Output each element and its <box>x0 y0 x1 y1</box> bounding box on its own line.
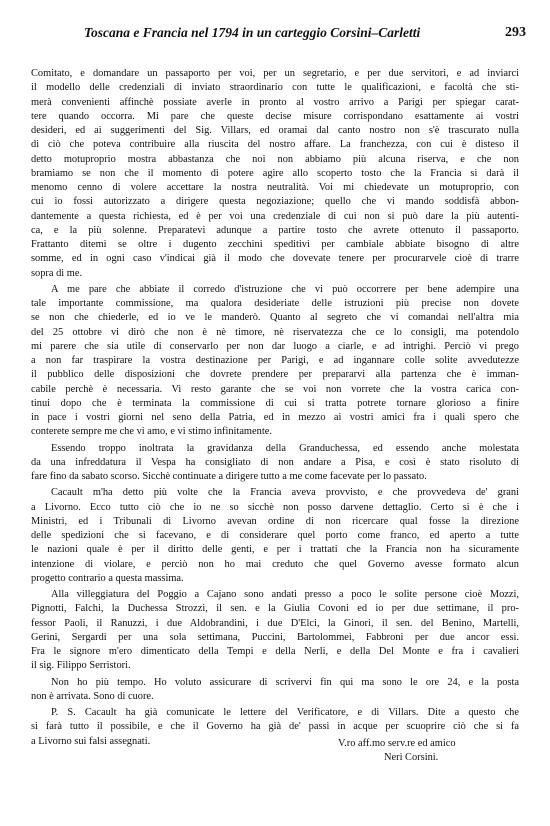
page-header <box>84 25 526 45</box>
text-line: il sig. Filippo Serristori. <box>31 660 131 672</box>
text-line: se non che chiederle, ed io ve le manderò. Quanto al segreto che vi comandai nell'altra mia <box>31 312 519 324</box>
page-number: 293 <box>505 25 526 40</box>
paragraph <box>31 588 519 674</box>
text-line: sopra di me. <box>31 267 83 279</box>
text-line: Essendo troppo inoltrata la gravidanza della Granduchessa, ed essendo anche molestata <box>51 442 519 454</box>
text-line: il modello delle credenziali di inviato straordinario con tutte le qualificazioni, e facoltà che sti- <box>31 82 519 94</box>
closing-signature: Neri Corsini. <box>384 752 439 764</box>
text-line: le nazioni quale è per il diritto delle genti, e per i trattati che la Francia non ha sicuramente <box>31 544 519 556</box>
text-line: a Livorno. Ecco tutto ciò che io ne so sicchè non posso darvene dettaglio. Certo si è che i <box>31 501 519 513</box>
text-line: detto motuproprio mostra abbastanza che noi non abbiamo più alcuna riserva, e che non <box>31 153 519 165</box>
text-line: Gerini, Sergardi per una sola settimana, Puccini, Bartolommei, Fabbroni per due ancor essi. <box>31 631 519 643</box>
paragraph <box>31 442 519 485</box>
running-title: Toscana e Francia nel 1794 in un carteggio Corsini–Carletti <box>84 25 421 40</box>
text-line: desideri, ed ai suggerimenti del Sig. Villars, ed oramai dal canto nostro non s'è trascurato nulla <box>31 125 519 136</box>
text-line: del 25 ottobre vi dirò che non è nè timore, nè riservatezza che ce lo consigli, ma potendolo <box>31 326 519 338</box>
text-line: Fra le signore m'ero dimenticato della Tempi e della Nerli, e della Del Monte e fra i cavalieri <box>31 646 519 657</box>
text-line: a Livorno sui falsi assegnati. <box>31 735 151 747</box>
text-line: conterete sempre me che vi amo, e vi stimo infinitamente. <box>31 426 272 438</box>
paragraph <box>31 676 519 705</box>
text-line: Comitato, e domandare un passaporto per voi, per un segretario, e per due servitori, e ad inviarci <box>31 68 519 79</box>
text-line: tale importante commissione, ma qualora desideriate delle istruzioni più precise non dovete <box>31 298 519 309</box>
text-line: merà convenienti affinchè possiate averle in pronto al vostro arrivo a Parigi per spiegar carat- <box>31 96 519 108</box>
text-line: mi parere che sia utile di conservarlo per non dar luogo a ciarle, e ad intrighi. Perciò vi prego <box>31 340 519 352</box>
closing-salutation: V.ro aff.mo serv.re ed amico <box>338 738 456 749</box>
text-line: Ministri, ed i Tribunali di Livorno avevan ordine di non ricercare qual fosse la direzione <box>31 515 519 527</box>
text-line: menomo cenno di volere accettare la nostra neutralità. Voi mi chiedevate un motuproprio, con <box>31 182 519 193</box>
text-line: in pace i vostri giorni nel seno della Patria, ed in mezzo ai vostri amici fra i quali spero che <box>31 412 519 423</box>
text-line: da una infreddatura il Vespa ha consigliato di non andare a Pisa, e così è stato risoluto di <box>31 456 519 468</box>
text-line: progetto contrario a questa massima. <box>31 572 184 584</box>
text-line: A me pare che abbiate il corredo d'istruzione che vi può occorrere per bene adempire una <box>51 283 519 295</box>
paragraph <box>31 67 519 281</box>
text-line: Cacault m'ha detto più volte che la Francia aveva provvisto, e che provvedeva de' grani <box>51 487 519 499</box>
text-line: tinui dopo che è terminata la commissione di cui si tratta potrete tornare glorioso a finire <box>31 397 519 409</box>
text-line: somme, ed in ogni caso v'indicai già il modo che dovevate tenere per procurarvele cioè di trarre <box>31 253 519 265</box>
text-line: dantemente a questa richiesta, ed è per voi una credenziale di cui non si può dare la più autenti- <box>31 210 519 222</box>
letter-body <box>31 67 519 749</box>
letter-closing <box>338 737 456 766</box>
text-line: cui io fossi autorizzato a dirigere questa negoziazione; quello che vi mando soddisfà abbon- <box>31 196 519 208</box>
text-line: fare fino da sabato scorso. Sicchè continuate a dirigere tutto a me come facevate per lo passato. <box>31 471 427 482</box>
text-line: delle spedizioni che si facevano, e di considerare quel porto come franco, ed aperto a tutte <box>31 530 519 541</box>
text-line: il pubblico delle disposizioni che dovrete prendere per prepararvi alla partenza che è imman- <box>31 369 519 381</box>
text-line: Pignotti, Falchi, la Duchessa Strozzi, il sen. e la Giulia Covoni ed io per due settimane, il pro- <box>31 603 519 615</box>
text-line: ca, e la più solenne. Preparatevi adunque a partire tosto che avrete ottenuto il passaporto. <box>31 224 519 236</box>
text-line: intenzione di violare, e perciò non ho mai creduto che quel Governo avesse formato alcun <box>31 558 519 570</box>
text-line: cabile perchè è necessaria. Vi resto garante che se voi non vorrete che la vostra carica con- <box>31 383 519 395</box>
text-line: Alla villeggiatura del Poggio a Cajano sono andati presso a poco le solite persone cioè Mozzi, <box>51 589 519 600</box>
text-line: si farà tutto il possibile, e che il Governo ha già de' passi in acque per scuoprire ciò che si fa <box>31 721 519 733</box>
text-line: di ciò che poteva contribuire alla riuscita del nostro affare. La franchezza, con cui è disteso il <box>31 139 519 151</box>
text-line: Non ho più tempo. Ho voluto assicurare di scrivervi fin qui ma sono le ore 24, e la posta <box>51 676 519 688</box>
text-line: fessor Paoli, il Ranuzzi, i due Aldobrandini, i due D'Elci, la Ginori, il sen. del Benino, Martelli, <box>31 617 519 629</box>
text-line: P. S. Cacault ha già comunicate le lettere del Verificatore, e di Villars. Dite a questo che <box>51 707 519 718</box>
paragraph <box>31 283 519 440</box>
text-line: a non far traspirare la vostra destinazione per Parigi, e ad ingannare colle solite avvedutezze <box>31 355 519 366</box>
text-line: Frattanto ditemi se oltre i dugento zecchini speditivi per cambiale abbiate bisogno di altre <box>31 239 519 250</box>
text-line: non è arrivata. Sono di cuore. <box>31 690 154 702</box>
text-line: tere quando occorra. Mi pare che queste decise misure corrispondano esattamente ai vostri <box>31 110 519 122</box>
text-line: bramiamo se non che il momento di potere agire allo scoperto tosto che la Francia si darà il <box>31 167 519 179</box>
paragraph <box>31 486 519 586</box>
